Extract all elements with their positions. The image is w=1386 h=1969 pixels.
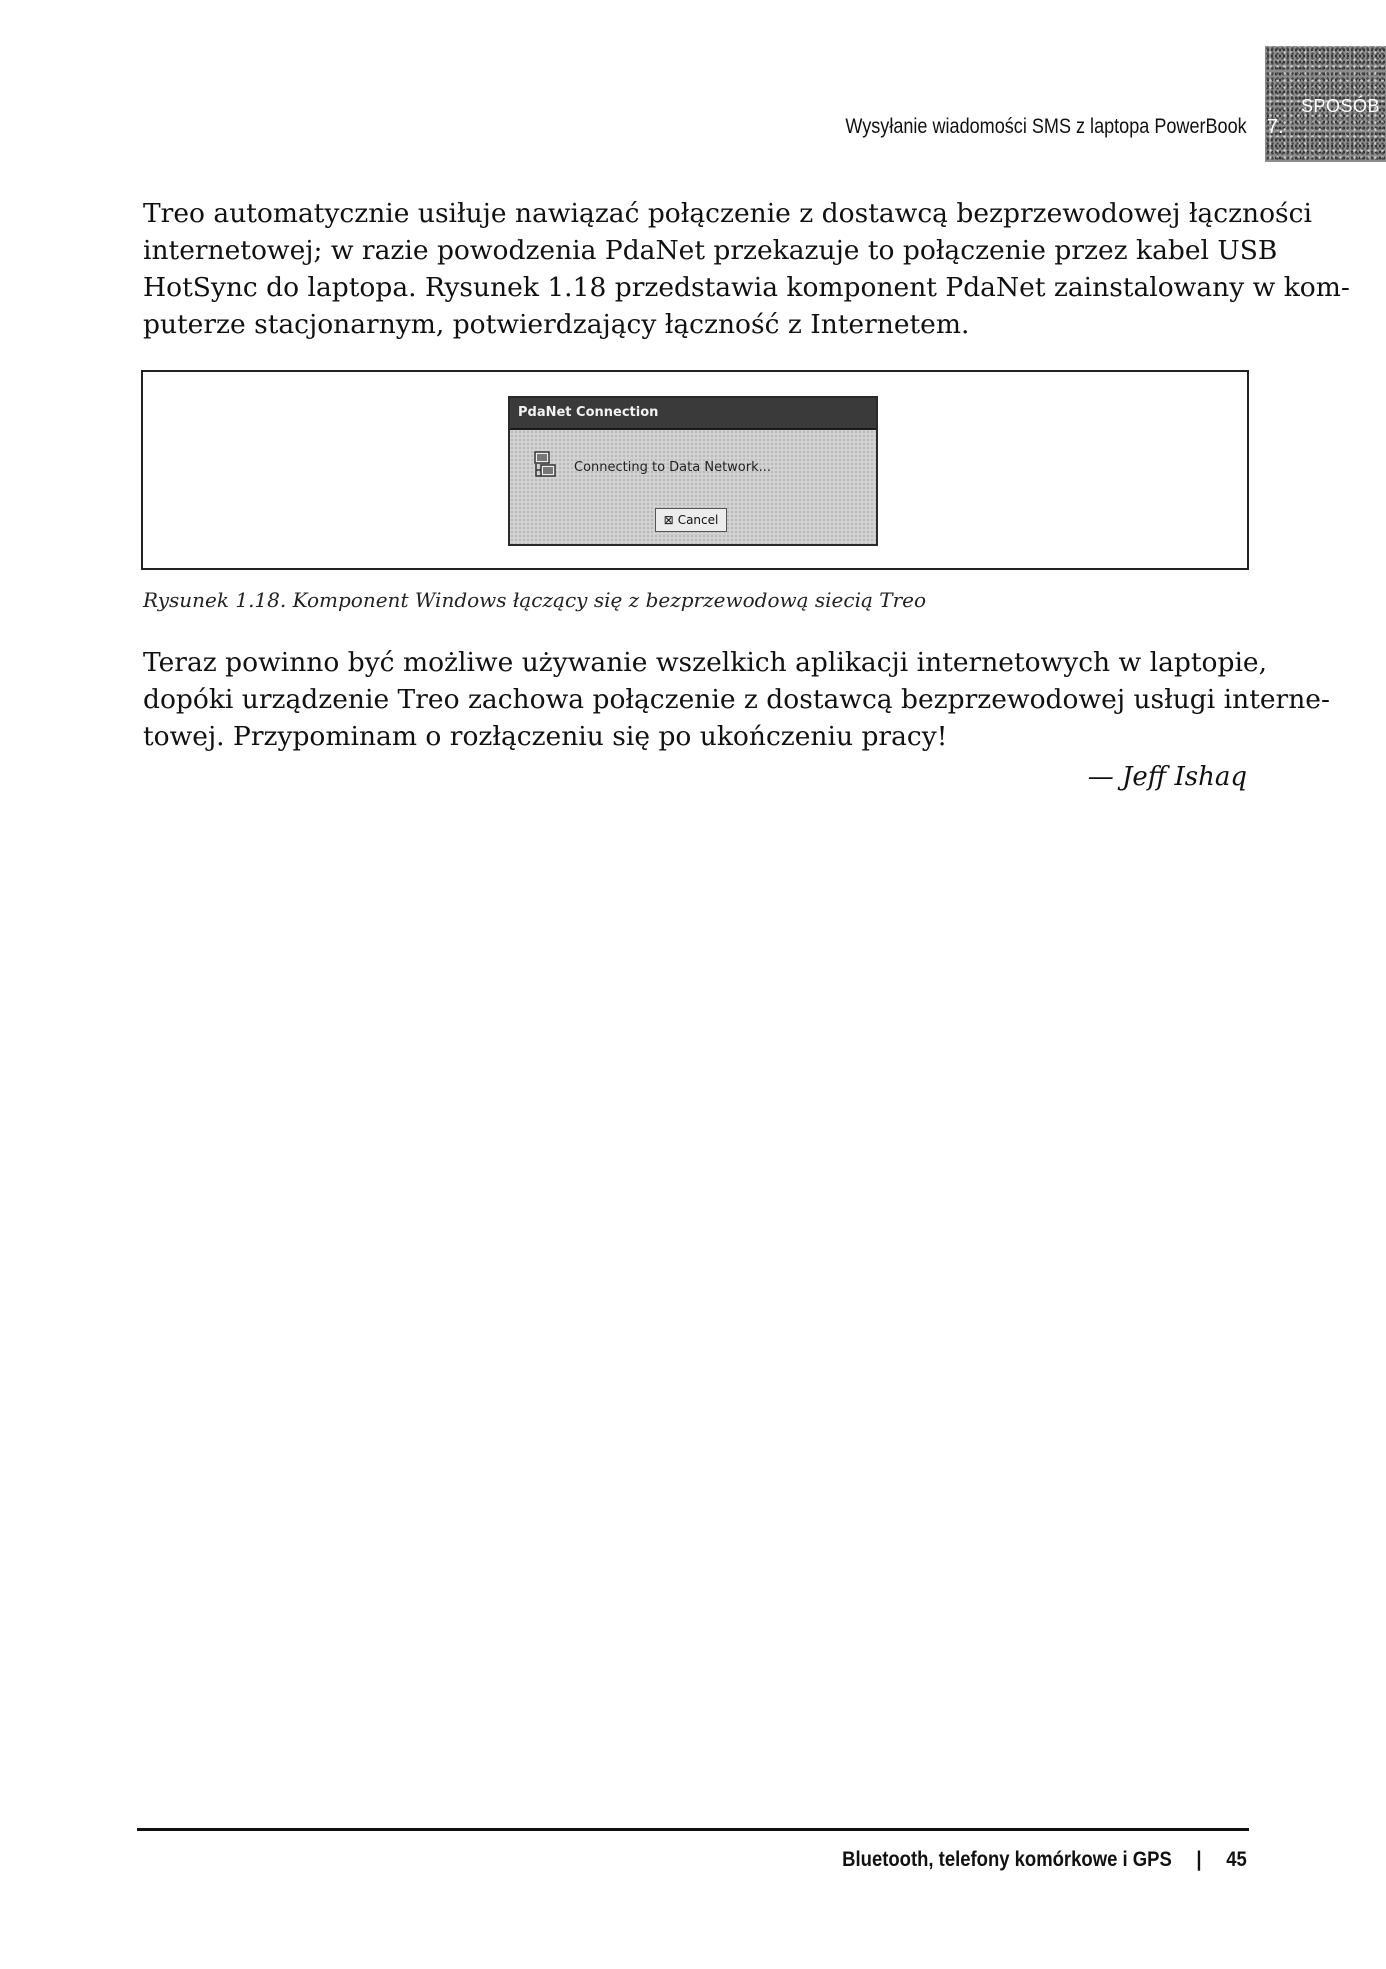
dialog-title: PdaNet Connection [510,398,876,430]
tab-number: 7. [1267,116,1284,138]
page-number: 45 [1226,1848,1247,1871]
figure-caption: Rysunek 1.18. Komponent Windows łączący się z bezprzewodową siecią Treo [143,588,927,612]
cancel-icon: ⊠ [663,513,674,527]
paragraph-1 [143,195,1350,343]
pdanet-dialog [508,396,878,546]
footer-divider [137,1828,1249,1831]
tab-label: SPOSÓB [1300,96,1380,116]
running-header: Wysyłanie wiadomości SMS z laptopa PowerBook [845,115,1247,138]
dialog-body [510,430,876,544]
dialog-message: Connecting to Data Network... [574,460,772,475]
chapter-tab [1265,46,1386,162]
network-connect-icon [532,450,558,480]
paragraph-line: dopóki urządzenie Treo zachowa połączenie z dostawcą bezprzewodowej usługi interne- [143,684,1330,715]
paragraph-line: towej. Przypominam o rozłączeniu się po ukończeniu pracy! [143,721,948,752]
paragraph-line: puterze stacjonarnym, potwierdzający łączność z Internetem. [143,309,970,340]
page-footer [842,1848,1247,1872]
footer-book-title: Bluetooth, telefony komórkowe i GPS [842,1848,1172,1871]
paragraph-line: internetowej; w razie powodzenia PdaNet przekazuje to połączenie przez kabel USB [143,235,1278,266]
cancel-label: Cancel [677,513,719,527]
paragraph-line: HotSync do laptopa. Rysunek 1.18 przedstawia komponent PdaNet zainstalowany w kom- [143,272,1350,303]
paragraph-2 [143,644,1330,755]
cancel-button[interactable] [655,508,727,532]
paragraph-line: Teraz powinno być możliwe używanie wszelkich aplikacji internetowych w laptopie, [143,647,1268,678]
footer-separator: | [1196,1848,1202,1871]
author-signature: — Jeff Ishaq [1087,762,1247,792]
paragraph-line: Treo automatycznie usiłuje nawiązać połączenie z dostawcą bezprzewodowej łączności [143,198,1312,229]
